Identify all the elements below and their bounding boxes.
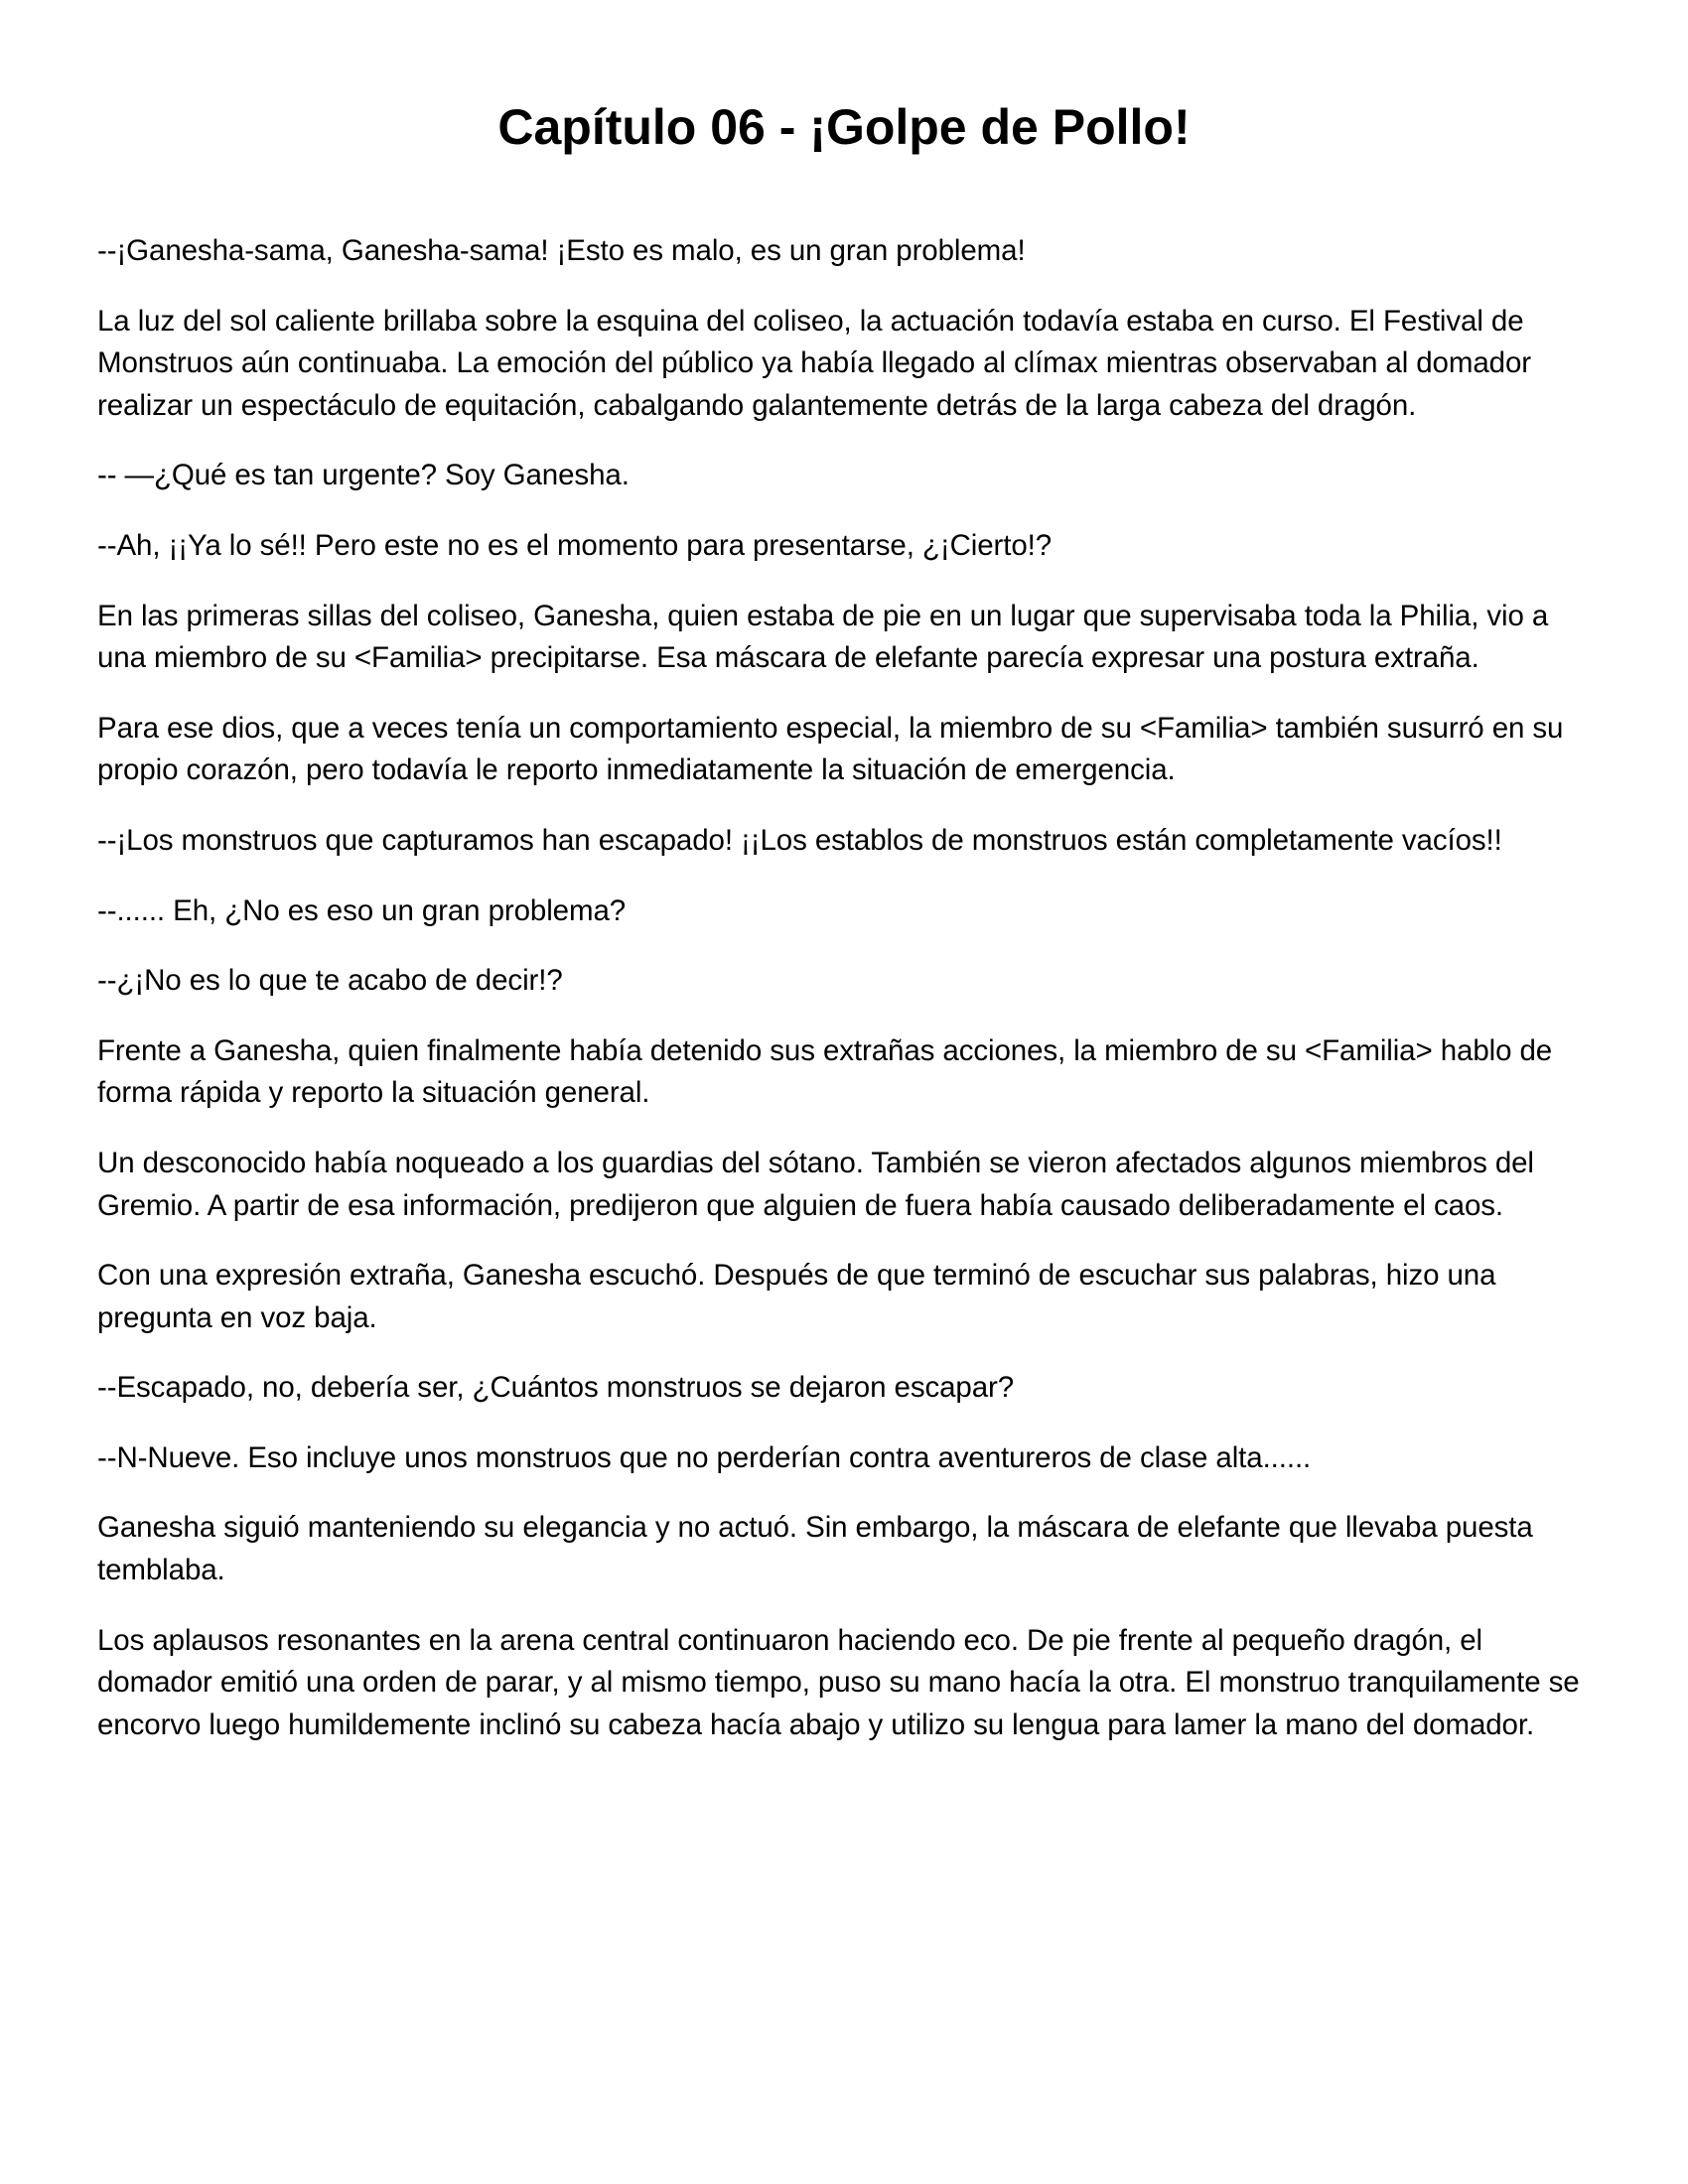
paragraph: --Ah, ¡¡Ya lo sé!! Pero este no es el momento para presentarse, ¿¡Cierto!? — [97, 528, 1053, 562]
paragraph: --...... Eh, ¿No es eso un gran problema? — [97, 893, 627, 927]
paragraph: -- —¿Qué es tan urgente? Soy Ganesha. — [97, 459, 630, 492]
paragraph: Un desconocido había noqueado a los guardias del sótano. También se vieron afectados algunos miembros del Gremio. A partir de esa información, predijeron que alguien de fuera había causado deliberadamente el caos. — [97, 1146, 1534, 1222]
paragraph: --N-Nueve. Eso incluye unos monstruos que no perderían contra aventureros de clase alta...... — [97, 1440, 1312, 1474]
chapter-title: Capítulo 06 - ¡Golpe de Pollo! — [497, 99, 1191, 155]
paragraph: --¡Los monstruos que capturamos han escapado! ¡¡Los establos de monstruos están completamente vacíos!! — [97, 823, 1502, 857]
paragraph: La luz del sol caliente brillaba sobre la esquina del coliseo, la actuación todavía estaba en curso. El Festival de Monstruos aún continuaba. La emoción del público ya había llegado al clímax mientras observaban al domador realizar un espectáculo de equitación, cabalgando galantemente detrás de la larga cabeza del dragón. — [97, 304, 1531, 422]
paragraph: Para ese dios, que a veces tenía un comportamiento especial, la miembro de su <Familia> también susurró en su propio corazón, pero todavía le reporto inmediatamente la situación de emergencia. — [97, 711, 1564, 787]
paragraph: Con una expresión extraña, Ganesha escuchó. Después de que terminó de escuchar sus palabras, hizo una pregunta en voz baja. — [97, 1259, 1496, 1334]
paragraph: --¿¡No es lo que te acabo de decir!? — [97, 964, 563, 998]
paragraph: Los aplausos resonantes en la arena central continuaron haciendo eco. De pie frente al pequeño dragón, el domador emitió una orden de parar, y al mismo tiempo, puso su mano hacía la otra. El monstruo tranquilamente se encorvo luego humildemente inclinó su cabeza hacía abajo y utilizo su lengua para lamer la mano del domador. — [97, 1623, 1580, 1741]
paragraph: --¡Ganesha-sama, Ganesha-sama! ¡Esto es malo, es un gran problema! — [97, 234, 1026, 267]
paragraph: --Escapado, no, debería ser, ¿Cuántos monstruos se dejaron escapar? — [97, 1371, 1015, 1405]
paragraph: Ganesha siguió manteniendo su elegancia y no actuó. Sin embargo, la máscara de elefante que llevaba puesta temblaba. — [97, 1511, 1533, 1587]
chapter-body — [97, 230, 1597, 1774]
paragraph: Frente a Ganesha, quien finalmente había detenido sus extrañas acciones, la miembro de su <Familia> hablo de forma rápida y reporto la situación general. — [97, 1033, 1553, 1110]
paragraph: En las primeras sillas del coliseo, Ganesha, quien estaba de pie en un lugar que supervisaba toda la Philia, vio a una miembro de su <Familia> precipitarse. Esa máscara de elefante parecía expresar una postura extraña. — [97, 599, 1549, 675]
